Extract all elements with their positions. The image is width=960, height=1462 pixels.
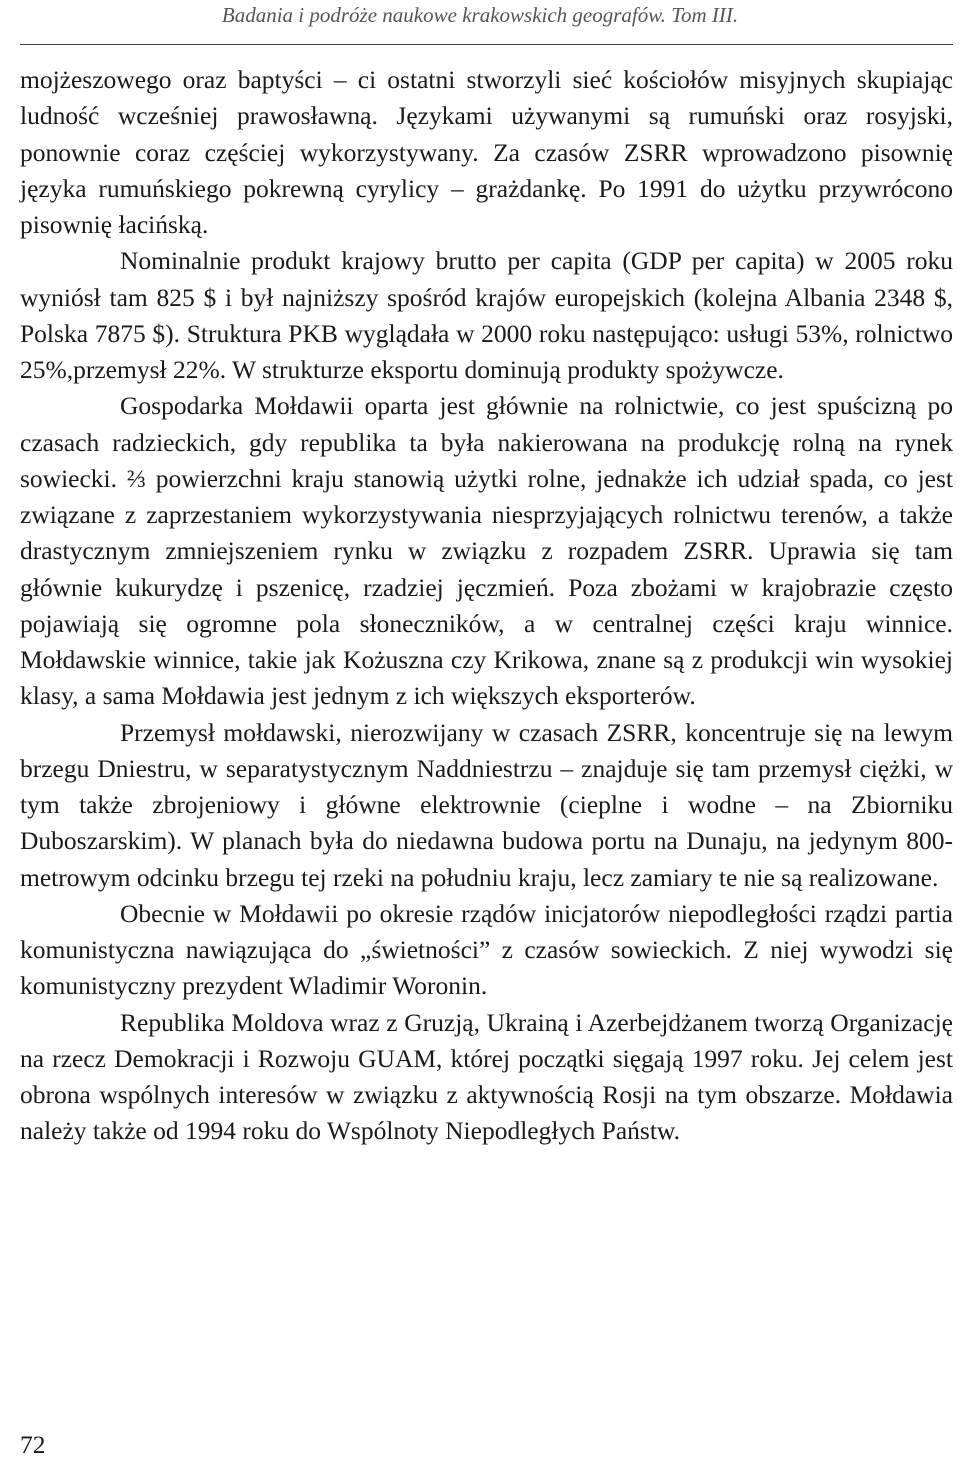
header-divider bbox=[20, 44, 953, 45]
paragraph-3: Gospodarka Mołdawii oparta jest głównie na rolnictwie, co jest spuścizną po czasach radzieckich, gdy republika ta była nakierowana na produkcję rolną na rynek sowiecki. ⅔ powierzchni kraju stanowią użytki rolne, jednakże ich udział spada, co jest związane z zaprzestaniem wykorzystywania niesprzyjających rolnictwu terenów, a także drastycznym zmniejszeniem rynku w związku z rozpadem ZSRR. Uprawia się tam głównie kukurydzę i pszenicę, rzadziej jęczmień. Poza zbożami w krajobrazie często pojawiają się ogromne pola słoneczników, a w centralnej części kraju winnice. Mołdawskie winnice, takie jak Kożuszna czy Krikowa, znane są z produkcji win wysokiej klasy, a sama Mołdawia jest jednym z ich większych eksporterów. bbox=[20, 391, 953, 711]
paragraph-6: Republika Moldova wraz z Gruzją, Ukrainą i Azerbejdżanem tworzą Organizację na rzecz Demokracji i Rozwoju GUAM, której początki sięgają 1997 roku. Jej celem jest obrona wspólnych interesów w związku z aktywnością Rosji na tym obszarze. Mołdawia należy także od 1994 roku do Wspólnoty Niepodległych Państw. bbox=[20, 1007, 953, 1146]
paragraph-2: Nominalnie produkt krajowy brutto per capita (GDP per capita) w 2005 roku wyniósł tam 825 $ i był najniższy spośród krajów europejskich (kolejna Albania 2348 $, Polska 7875 $). Struktura PKB wyglądała w 2000 roku następująco: usługi 53%, rolnictwo 25%,przemysł 22%. W strukturze eksportu dominują produkty spożywcze. bbox=[20, 246, 953, 384]
page-body bbox=[20, 62, 953, 1150]
paragraph-5: Obecnie w Mołdawii po okresie rządów inicjatorów niepodległości rządzi partia komunistyczna nawiązująca do „świetności” z czasów sowieckich. Z niej wywodzi się komunistyczny prezydent Wladimir Woronin. bbox=[20, 898, 953, 1001]
paragraph-4: Przemysł mołdawski, nierozwijany w czasach ZSRR, koncentruje się na lewym brzegu Dniestru, w separatystycznym Naddniestrzu – znajduje się tam przemysł ciężki, w tym także zbrojeniowy i główne elektrownie (cieplne i wodne – na Zbiorniku Duboszarskim). W planach była do niedawna budowa portu na Dunaju, na jedynym 800-metrowym odcinku brzegu tej rzeki na południu kraju, lecz zamiary te nie są realizowane. bbox=[20, 717, 953, 892]
paragraph-1: mojżeszowego oraz baptyści – ci ostatni stworzyli sieć kościołów misyjnych skupiając ludność wcześniej prawosławną. Językami używanymi są rumuński oraz rosyjski, ponownie coraz częściej wykorzystywany. Za czasów ZSRR wprowadzono pisownię języka rumuńskiego pokrewną cyrylicy – grażdankę. Po 1991 do użytku przywrócono pisownię łacińską. bbox=[20, 65, 953, 239]
page-number: 72 bbox=[20, 1430, 46, 1459]
running-header: Badania i podróże naukowe krakowskich geografów. Tom III. bbox=[221, 3, 739, 27]
